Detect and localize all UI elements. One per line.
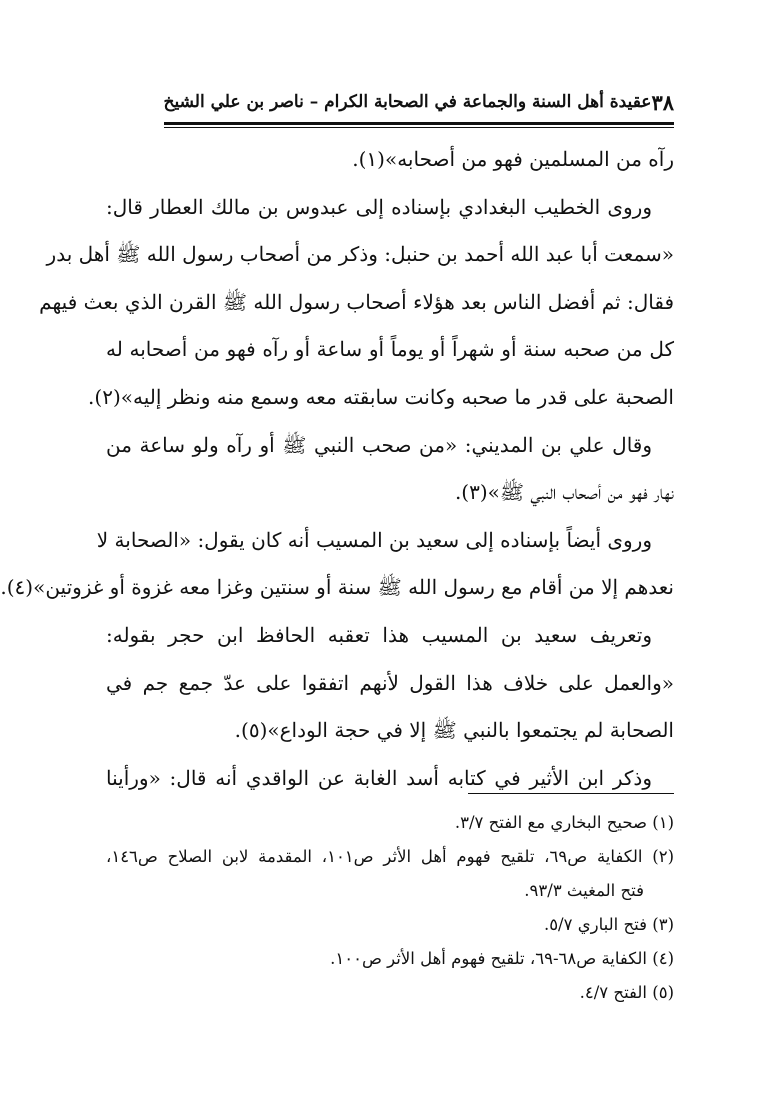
- footnote-separator: [468, 793, 674, 794]
- body-line: وروى أيضاً بإسناده إلى سعيد بن المسيب أنه كان يقول: «الصحابة لا: [96, 527, 652, 552]
- body-line: الصحبة على قدر ما صحبه وكانت سابقته معه وسمع منه ونظر إليه»(٢).: [88, 384, 674, 409]
- body-text: [0, 136, 674, 802]
- page-header: [164, 86, 674, 118]
- footnote-continuation: فتح المغيث ٩٣/٣.: [524, 881, 644, 900]
- body-line: «والعمل على خلاف هذا القول لأنهم اتفقوا على عدّ جمع جم في: [106, 670, 674, 695]
- header-rule-thin: [164, 127, 674, 128]
- body-line: وذكر ابن الأثير في كتابه أسد الغابة عن الواقدي أنه قال: «ورأينا: [106, 765, 652, 790]
- body-line: وقال علي بن المديني: «من صحب النبي ﷺ أو رآه ولو ساعة من: [106, 432, 652, 457]
- body-line: الصحابة لم يجتمعوا بالنبي ﷺ إلا في حجة الوداع»(٥).: [234, 718, 674, 743]
- body-line: فقال: ثم أفضل الناس بعد هؤلاء أصحاب رسول الله ﷺ القرن الذي بعث فيهم: [39, 289, 674, 314]
- footnotes: [106, 806, 674, 1010]
- page-number: ٣٨: [651, 89, 674, 115]
- footnote: (٤) الكفاية ص٦٨-٦٩، تلقيح فهوم أهل الأثر ص١٠٠.: [330, 949, 674, 968]
- body-line: وتعريف سعيد بن المسيب هذا تعقبه الحافظ ابن حجر بقوله:: [106, 622, 652, 647]
- running-title: عقيدة أهل السنة والجماعة في الصحابة الكرام – ناصر بن علي الشيخ: [163, 92, 652, 112]
- body-line: «سمعت أبا عبد الله أحمد بن حنبل: وذكر من أصحاب رسول الله ﷺ أهل بدر: [46, 242, 674, 267]
- body-line: نعدهم إلا من أقام مع رسول الله ﷺ سنة أو سنتين وغزا معه غزوة أو غزوتين»(٤).: [0, 575, 674, 600]
- footnote: (٢) الكفاية ص٦٩، تلقيح فهوم أهل الأثر ص١٠١، المقدمة لابن الصلاح ص١٤٦،: [106, 847, 674, 866]
- header-rule: [164, 122, 674, 125]
- body-line: كل من صحبه سنة أو شهراً أو يوماً أو ساعة أو رآه فهو من أصحابه له: [106, 337, 674, 362]
- footnote: (٥) الفتح ٤/٧.: [579, 983, 674, 1002]
- body-line: نهار فهو من أصحاب النبي ﷺ»(٣).: [454, 480, 674, 505]
- body-line: وروى الخطيب البغدادي بإسناده إلى عبدوس بن مالك العطار قال:: [106, 194, 652, 219]
- footnote: (١) صحيح البخاري مع الفتح ٣/٧.: [454, 813, 674, 832]
- body-line: رآه من المسلمين فهو من أصحابه»(١).: [352, 147, 674, 171]
- footnote: (٣) فتح الباري ٥/٧.: [543, 915, 674, 934]
